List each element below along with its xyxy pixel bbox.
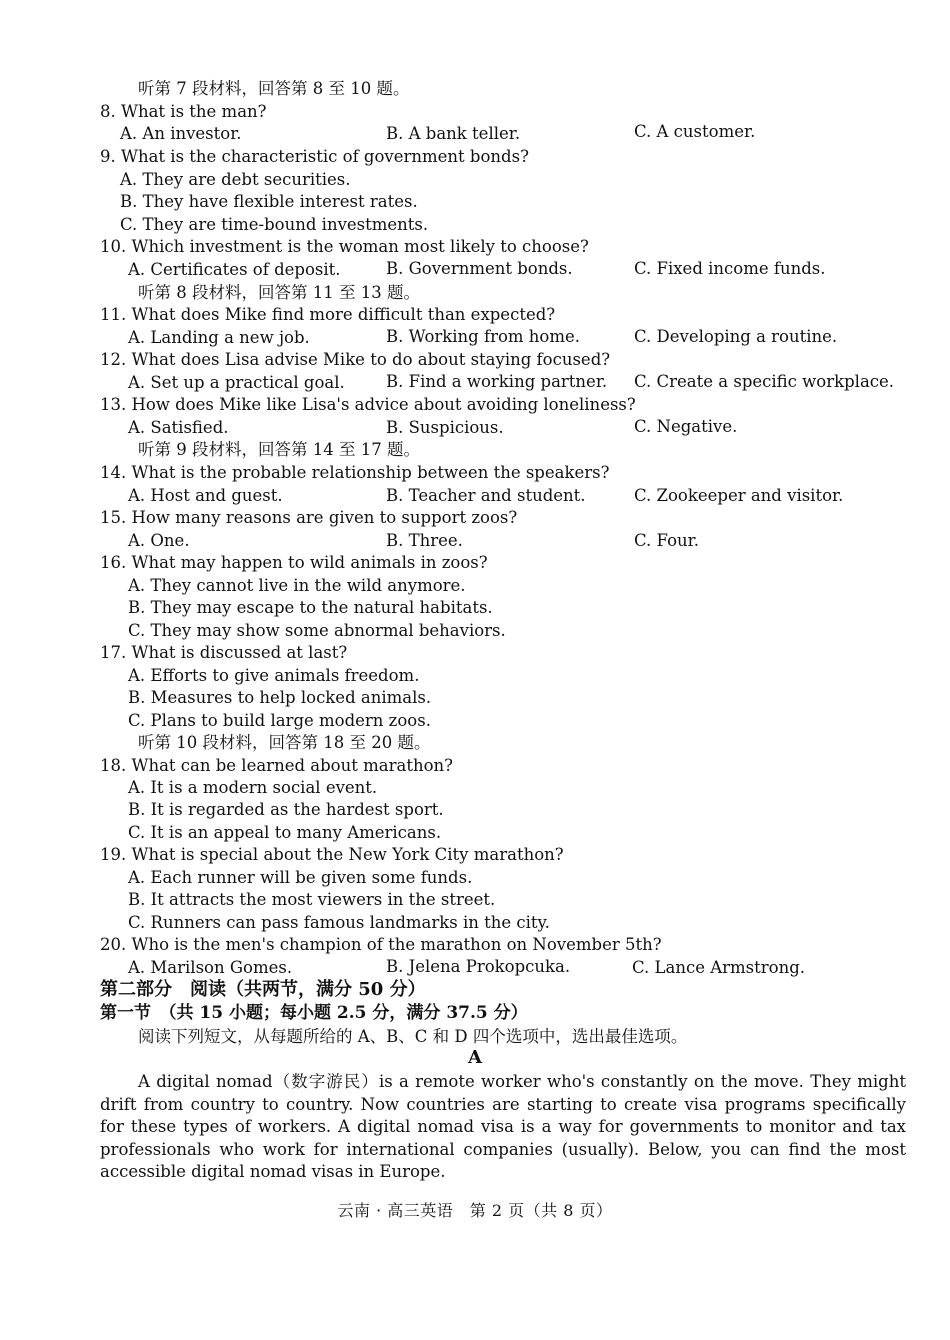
q15-option-c: C. Four. <box>634 531 699 550</box>
q14-option-c: C. Zookeeper and visitor. <box>634 486 844 505</box>
q12-option-c: C. Create a specific workplace. <box>634 372 895 391</box>
q13-option-a: A. Satisfied. <box>128 418 229 437</box>
question-10: 10. Which investment is the woman most likely to choose? <box>100 237 589 256</box>
question-15: 15. How many reasons are given to support zoos? <box>100 508 518 527</box>
q11-option-b: B. Working from home. <box>386 327 581 346</box>
q10-option-b: B. Government bonds. <box>386 259 573 278</box>
q11-option-a: A. Landing a new job. <box>128 328 310 347</box>
q18-option-c: C. It is an appeal to many Americans. <box>128 823 442 842</box>
section-one-title: 第一节 （共 15 小题；每小题 2.5 分，满分 37.5 分） <box>100 1003 528 1023</box>
question-17: 17. What is discussed at last? <box>100 643 348 662</box>
section-instruction-7: 听第 7 段材料，回答第 8 至 10 题。 <box>138 79 410 98</box>
q18-option-a: A. It is a modern social event. <box>128 778 378 797</box>
question-12: 12. What does Lisa advise Mike to do about staying focused? <box>100 350 611 369</box>
q20-option-b: B. Jelena Prokopcuka. <box>386 957 571 976</box>
q8-option-b: B. A bank teller. <box>386 124 521 143</box>
question-19: 19. What is special about the New York City marathon? <box>100 845 564 864</box>
q16-option-a: A. They cannot live in the wild anymore. <box>128 576 466 595</box>
question-9: 9. What is the characteristic of government bonds? <box>100 147 529 166</box>
q12-option-a: A. Set up a practical goal. <box>128 373 345 392</box>
q14-option-a: A. Host and guest. <box>128 486 283 505</box>
question-18: 18. What can be learned about marathon? <box>100 756 453 775</box>
q15-option-b: B. Three. <box>386 531 463 550</box>
question-8: 8. What is the man? <box>100 102 267 121</box>
q11-option-c: C. Developing a routine. <box>634 327 838 346</box>
q19-option-c: C. Runners can pass famous landmarks in the city. <box>128 913 550 932</box>
q19-option-a: A. Each runner will be given some funds. <box>128 868 473 887</box>
question-14: 14. What is the probable relationship between the speakers? <box>100 463 610 482</box>
q10-option-a: A. Certificates of deposit. <box>128 260 341 279</box>
section-instruction-10: 听第 10 段材料，回答第 18 至 20 题。 <box>138 733 431 752</box>
q9-option-c: C. They are time-bound investments. <box>120 215 429 234</box>
q17-option-c: C. Plans to build large modern zoos. <box>128 711 431 730</box>
passage-label: A <box>468 1047 482 1068</box>
q14-option-b: B. Teacher and student. <box>386 486 586 505</box>
q15-option-a: A. One. <box>128 531 190 550</box>
question-16: 16. What may happen to wild animals in zoos? <box>100 553 488 572</box>
q17-option-b: B. Measures to help locked animals. <box>128 688 432 707</box>
q13-option-c: C. Negative. <box>634 417 738 436</box>
q8-option-a: A. An investor. <box>120 124 242 143</box>
q20-option-c: C. Lance Armstrong. <box>632 958 806 977</box>
q16-option-b: B. They may escape to the natural habitats. <box>128 598 493 617</box>
reading-instruction: 阅读下列短文，从每题所给的 A、B、C 和 D 四个选项中，选出最佳选项。 <box>138 1027 688 1046</box>
part-two-title: 第二部分 阅读（共两节，满分 50 分） <box>100 979 426 1000</box>
q10-option-c: C. Fixed income funds. <box>634 259 826 278</box>
q18-option-b: B. It is regarded as the hardest sport. <box>128 800 444 819</box>
q9-option-b: B. They have flexible interest rates. <box>120 192 418 211</box>
q12-option-b: B. Find a working partner. <box>386 372 608 391</box>
q20-option-a: A. Marilson Gomes. <box>128 958 293 977</box>
question-20: 20. Who is the men's champion of the marathon on November 5th? <box>100 935 662 954</box>
section-instruction-9: 听第 9 段材料，回答第 14 至 17 题。 <box>138 440 420 459</box>
q8-option-c: C. A customer. <box>634 122 756 141</box>
section-instruction-8: 听第 8 段材料，回答第 11 至 13 题。 <box>138 283 420 302</box>
q17-option-a: A. Efforts to give animals freedom. <box>128 666 420 685</box>
page-footer: 云南 · 高三英语 第 2 页（共 8 页） <box>337 1201 613 1220</box>
q9-option-a: A. They are debt securities. <box>120 170 351 189</box>
question-11: 11. What does Mike find more difficult than expected? <box>100 305 556 324</box>
passage-a-paragraph: A digital nomad（数字游民）is a remote worker who's constantly on the move. They might drift from country to country. Now countries are starting to create visa programs specifically for these types of workers. A digital nomad visa is a way for governments to monitor and tax professionals who work for international companies (usually). Below, you can find the most accessible digital nomad visas in Europe. <box>100 1072 906 1181</box>
question-13: 13. How does Mike like Lisa's advice about avoiding loneliness? <box>100 395 636 414</box>
q19-option-b: B. It attracts the most viewers in the street. <box>128 890 496 909</box>
q16-option-c: C. They may show some abnormal behaviors. <box>128 621 506 640</box>
q13-option-b: B. Suspicious. <box>386 418 504 437</box>
